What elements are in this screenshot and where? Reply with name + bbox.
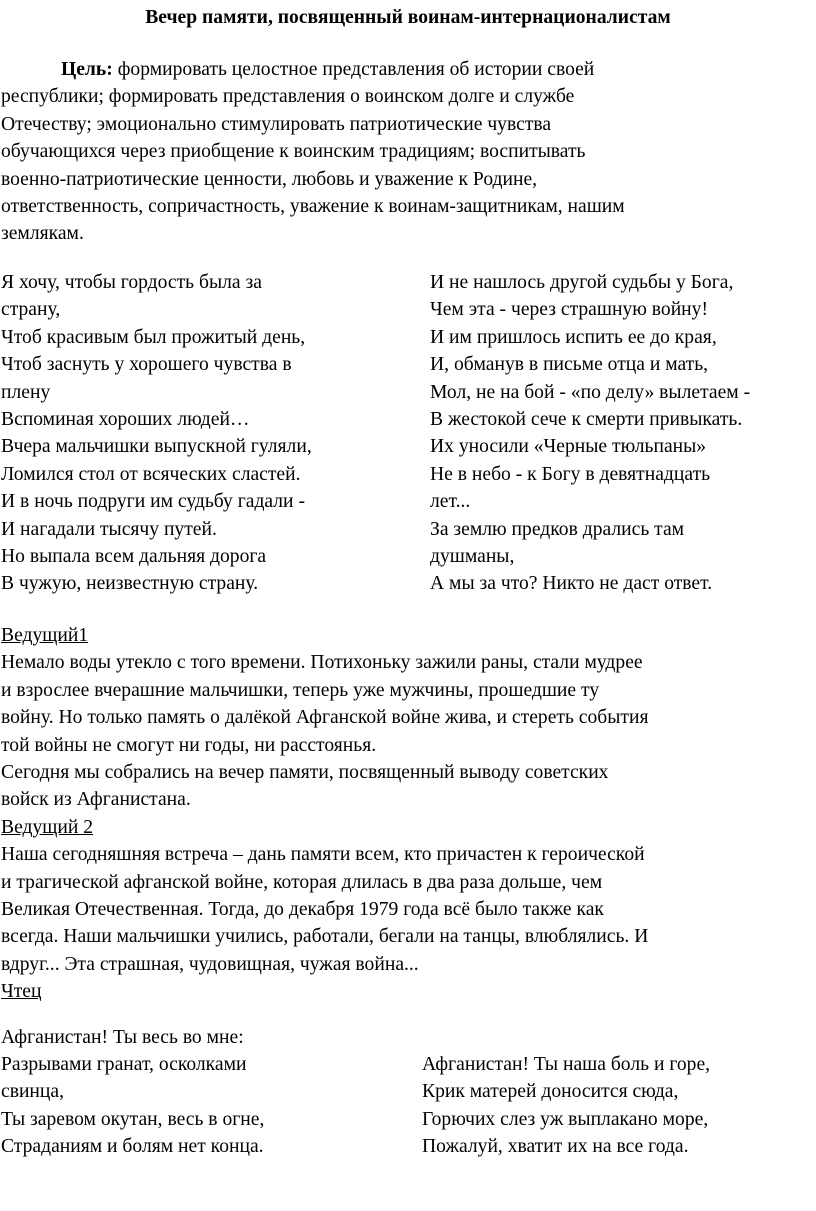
goal-line-5: военно-патриотические ценности, любовь и уважение к Родине, bbox=[1, 168, 538, 190]
poem2-right-column bbox=[422, 1051, 812, 1161]
speaker2-line: Наша сегодняшняя встреча – дань памяти всем, кто причастен к героической bbox=[1, 844, 645, 866]
poem2-left-column bbox=[1, 1051, 401, 1161]
poem-line: За землю предков дрались там bbox=[430, 518, 685, 540]
speaker1-line: войну. Но только память о далёкой Афганской войне жива, и стереть события bbox=[1, 707, 649, 729]
poem-line: свинца, bbox=[1, 1081, 65, 1103]
goal-line-4: обучающихся через приобщение к воинским традициям; воспитывать bbox=[1, 141, 586, 163]
poem-line: И нагадали тысячу путей. bbox=[1, 518, 217, 540]
poem-line: А мы за что? Никто не даст ответ. bbox=[430, 573, 713, 595]
speaker2-line: вдруг... Эта страшная, чудовищная, чужая война... bbox=[1, 953, 419, 975]
poem-line: Я хочу, чтобы гордость была за bbox=[1, 272, 262, 293]
goal-label: Цель: bbox=[61, 59, 113, 80]
poem-line: душманы, bbox=[430, 546, 515, 568]
poem1-right-column bbox=[430, 269, 816, 598]
speaker1-line: Немало воды утекло с того времени. Потихоньку зажили раны, стали мудрее bbox=[1, 652, 643, 674]
speaker1-line: той войны не смогут ни годы, ни расстоянья. bbox=[1, 734, 377, 756]
poem-line: Вспоминая хороших людей… bbox=[1, 409, 250, 431]
goal-line-2: республики; формировать представления о воинском долге и службе bbox=[1, 86, 575, 108]
speaker2-line: Великая Отечественная. Тогда, до декабря 1979 года всё было также как bbox=[1, 899, 604, 921]
poem-line: Чем эта - через страшную войну! bbox=[430, 299, 708, 321]
speaker1-line: и взрослее вчерашние мальчишки, теперь уже мужчины, прошедшие ту bbox=[1, 679, 600, 701]
speaker2-line: и трагической афганской войне, которая длилась в два раза дольше, чем bbox=[1, 871, 603, 893]
poem-line: В чужую, неизвестную страну. bbox=[1, 573, 259, 595]
goal-line-7: землякам. bbox=[1, 223, 84, 245]
poem-line: В жестокой сече к смерти привыкать. bbox=[430, 409, 743, 431]
poem-line: Горючих слез уж выплакано море, bbox=[422, 1108, 709, 1130]
poem-line: Их уносили «Черные тюльпаны» bbox=[430, 436, 707, 458]
poem-line: Вчера мальчишки выпускной гуляли, bbox=[1, 436, 312, 458]
poem-line: Но выпала всем дальняя дорога bbox=[1, 546, 267, 568]
speaker2-line: всегда. Наши мальчишки учились, работали, бегали на танцы, влюблялись. И bbox=[1, 926, 649, 948]
poem-line: Ломился стол от всяческих сластей. bbox=[1, 463, 301, 485]
goal-paragraph bbox=[1, 56, 801, 248]
poem-line: лет... bbox=[430, 491, 471, 513]
poem-line: И не нашлось другой судьбы у Бога, bbox=[430, 272, 734, 293]
poem2-heading: Афганистан! Ты весь во мне: bbox=[1, 1027, 244, 1048]
goal-line-1: Цель: формировать целостное представления об истории своей bbox=[61, 59, 595, 80]
speaker1-line: Сегодня мы собрались на вечер памяти, посвященный выводу советских bbox=[1, 762, 609, 784]
poem-line: страну, bbox=[1, 299, 61, 321]
speaker1-section bbox=[1, 622, 813, 1006]
poem-line: И в ночь подруги им судьбу гадали - bbox=[1, 491, 305, 513]
poem-line: Мол, не на бой - «по делу» вылетаем - bbox=[430, 381, 751, 403]
poem-line: Крик матерей доносится сюда, bbox=[422, 1081, 679, 1103]
speaker2-name: Ведущий 2 bbox=[1, 816, 94, 838]
poem-line: Афганистан! Ты наша боль и горе, bbox=[422, 1054, 711, 1075]
poem1-left-column bbox=[1, 269, 411, 598]
poem-line: Страданиям и болям нет конца. bbox=[1, 1136, 264, 1158]
document-title: Вечер памяти, посвященный воинам-интернационалистам bbox=[145, 7, 671, 28]
speaker1-name: Ведущий1 bbox=[1, 625, 89, 646]
reader-name: Чтец bbox=[1, 981, 42, 1003]
poem-line: Чтоб красивым был прожитый день, bbox=[1, 326, 306, 348]
poem-line: И, обманув в письме отца и мать, bbox=[430, 354, 709, 376]
poem-line: Пожалуй, хватит их на все года. bbox=[422, 1136, 689, 1158]
poem-line: Чтоб заснуть у хорошего чувства в bbox=[1, 354, 292, 376]
poem-line: И им пришлось испить ее до края, bbox=[430, 326, 717, 348]
poem-line: Не в небо - к Богу в девятнадцать bbox=[430, 463, 711, 485]
poem-line: плену bbox=[1, 381, 51, 403]
goal-line-3: Отечеству; эмоционально стимулировать патриотические чувства bbox=[1, 113, 552, 135]
speaker1-line: войск из Афганистана. bbox=[1, 789, 191, 811]
poem-line: Разрывами гранат, осколками bbox=[1, 1054, 247, 1075]
goal-line-6: ответственность, сопричастность, уважение к воинам-защитникам, нашим bbox=[1, 196, 625, 218]
poem-line: Ты заревом окутан, весь в огне, bbox=[1, 1108, 265, 1130]
